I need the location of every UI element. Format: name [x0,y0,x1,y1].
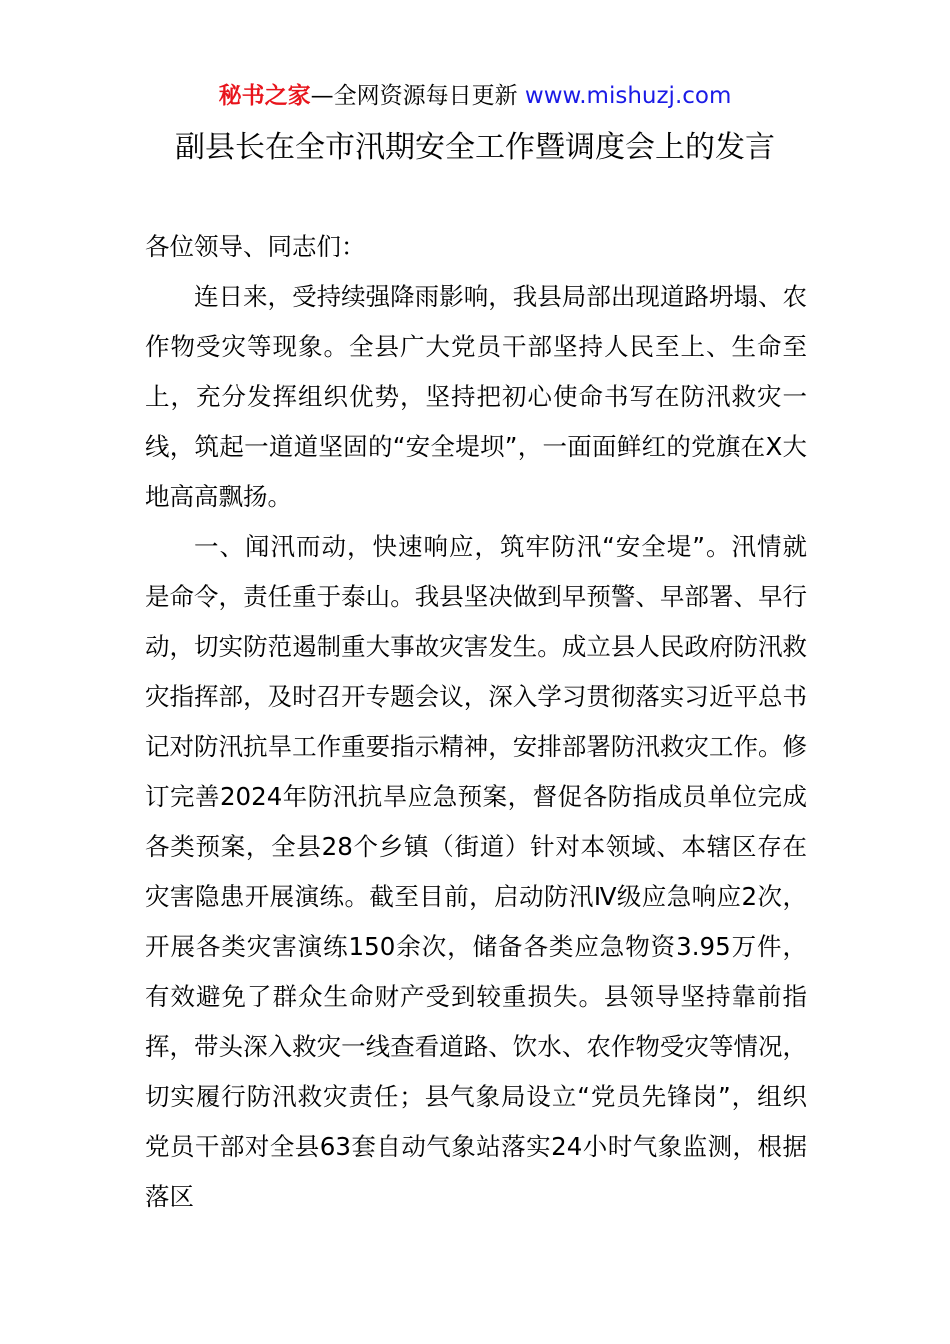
salutation: 各位领导、同志们： [145,232,366,261]
site-header [0,80,950,112]
paragraph-section-one: 一、闻汛而动，快速响应，筑牢防汛“安全堤”。汛情就是命令，责任重于泰山。我县坚决做到早预警、早部署、早行动，切实防范遏制重大事故灾害发生。成立县人民政府防汛救灾指挥部，及时召开专题会议，深入学习贯彻落实习近平总书记对防汛抗旱工作重要指示精神，安排部署防汛救灾工作。修订完善2024年防汛抗旱应急预案，督促各防指成员单位完成各类预案，全县28个乡镇（街道）针对本领域、本辖区存在灾害隐患开展演练。截至目前，启动防汛Ⅳ级应急响应2次，开展各类灾害演练150余次，储备各类应急物资3.95万件，有效避免了群众生命财产受到较重损失。县领导坚持靠前指挥，带头深入救灾一线查看道路、饮水、农作物受灾等情况，切实履行防汛救灾责任；县气象局设立“党员先锋岗”，组织党员干部对全县63套自动气象站落实24小时气象监测，根据落区 [145,532,807,1211]
brand-name: 秘书之家 [218,83,311,109]
header-tagline: —全网资源每日更新 [310,83,518,109]
paragraph-intro: 连日来，受持续强降雨影响，我县局部出现道路坍塌、农作物受灾等现象。全县广大党员干部坚持人民至上、生命至上，充分发挥组织优势，坚持把初心使命书写在防汛救灾一线，筑起一道道坚固的“安全堤坝”，一面面鲜红的党旗在X大地高高飘扬。 [145,282,807,511]
document-body [145,222,807,1222]
document-title: 副县长在全市汛期安全工作暨调度会上的发言 [175,130,775,165]
site-url-link[interactable]: www.mishuzj.com [517,83,732,109]
